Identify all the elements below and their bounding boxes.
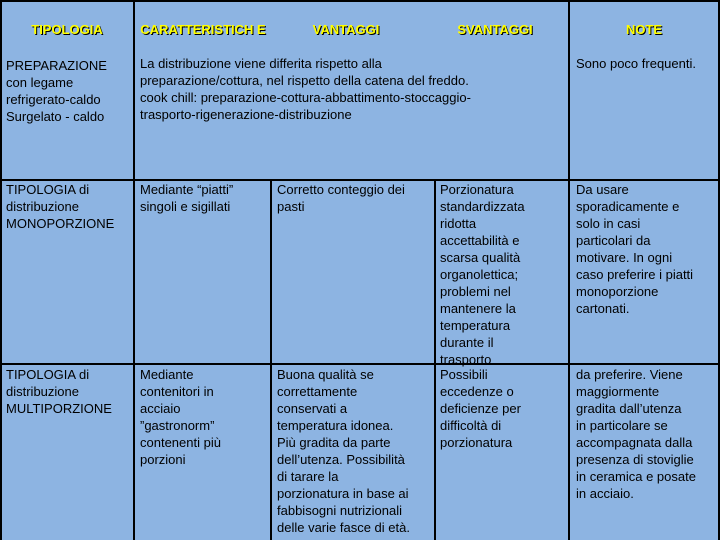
column-divider bbox=[0, 0, 2, 540]
row1-tipologia: PREPARAZIONE con legame refrigerato-caldo Surgelato - caldo bbox=[6, 58, 107, 124]
row3-note: da preferire. Viene maggiormente gradita dall’utenza in particolare se accompagnata dalla presenza di stoviglie in ceramica e posate in acciaio. bbox=[576, 367, 696, 501]
row2-svantaggi: Porzionatura standardizzata ridotta accettabilità e scarsa qualità organolettica; problemi nel mantenere la temperatura durante il trasporto bbox=[440, 182, 525, 367]
header-svantaggi: SVANTAGGI bbox=[457, 22, 533, 37]
row3-svantaggi: Possibili eccedenze o deficienze per difficoltà di porzionatura bbox=[440, 367, 521, 450]
header-caratteristiche: CARATTERISTICH E bbox=[140, 22, 266, 37]
row2-caratteristiche: Mediante “piatti” singoli e sigillati bbox=[140, 182, 234, 214]
row1-description: La distribuzione viene differita rispetto alla preparazione/cottura, nel rispetto della catena del freddo. cook chill: preparazione-cottura-abbattimento-stoccaggio- trasporto-rigenerazione-distribuzione bbox=[140, 56, 471, 122]
column-divider bbox=[434, 181, 436, 540]
row2-vantaggi: Corretto conteggio dei pasti bbox=[277, 182, 405, 214]
row1-note: Sono poco frequenti. bbox=[576, 56, 696, 71]
column-divider bbox=[133, 0, 135, 540]
row3-caratteristiche: Mediante contenitori in acciaio ”gastronorm” contenenti più porzioni bbox=[140, 367, 221, 467]
row3-vantaggi: Buona qualità se correttamente conservati a temperatura idonea. Più gradita da parte dell’utenza. Possibilità di tarare la porzionatura in base ai fabbisogni nutrizionali delle varie fasce di età. bbox=[277, 367, 410, 535]
row3-tipologia: TIPOLOGIA di distribuzione MULTIPORZIONE bbox=[6, 367, 112, 416]
header-vantaggi: VANTAGGI bbox=[312, 22, 380, 37]
row2-note: Da usare sporadicamente e solo in casi particolari da motivare. In ogni caso preferire i piatti monoporzione cartonati. bbox=[576, 182, 694, 316]
column-divider bbox=[270, 181, 272, 540]
header-note: NOTE bbox=[625, 22, 663, 37]
row2-tipologia: TIPOLOGIA di distribuzione MONOPORZIONE bbox=[6, 182, 115, 231]
column-divider bbox=[568, 0, 570, 540]
header-tipologia: TIPOLOGIA bbox=[31, 22, 103, 37]
row-divider bbox=[0, 363, 720, 365]
row-divider bbox=[0, 0, 720, 2]
